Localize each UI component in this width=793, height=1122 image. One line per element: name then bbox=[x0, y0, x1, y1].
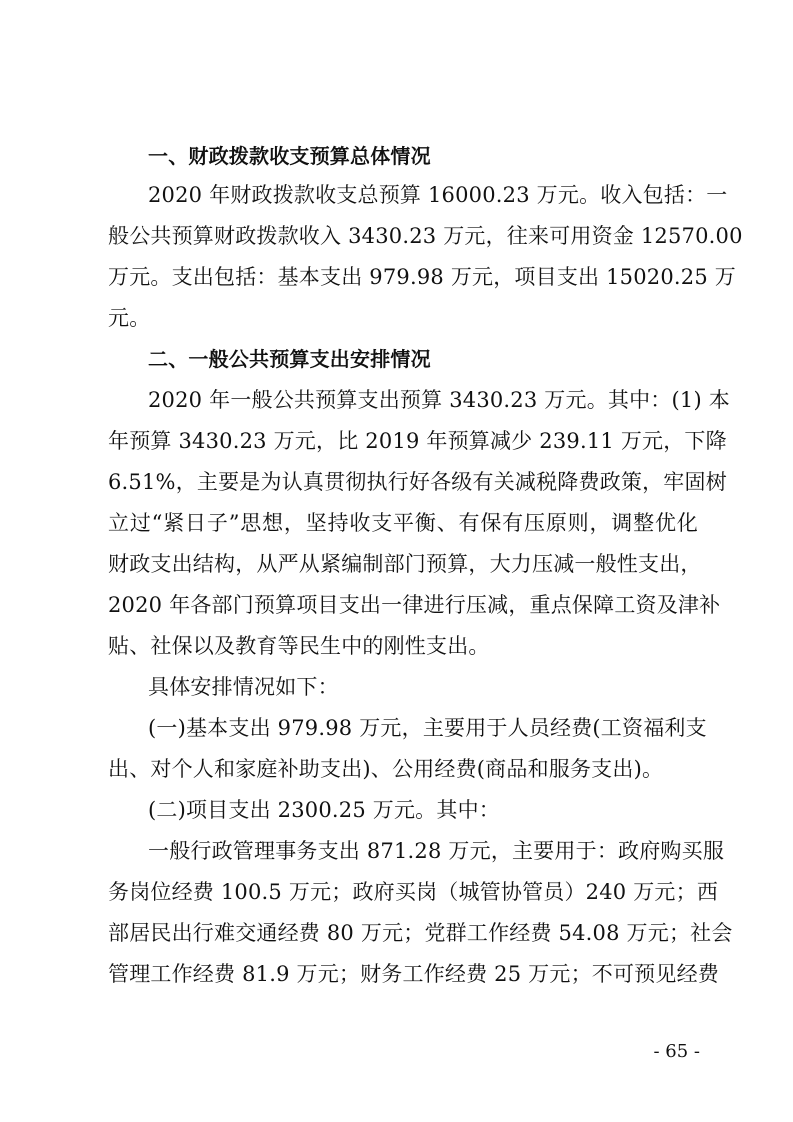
paragraph-line: 具体安排情况如下： bbox=[148, 675, 339, 699]
paragraph-line: 管理工作经费 81.9 万元；财务工作经费 25 万元；不可预见经费 bbox=[108, 962, 719, 986]
paragraph-line: 出、对个人和家庭补助支出)、公用经费(商品和服务支出)。 bbox=[108, 757, 664, 781]
paragraph-line: 财政支出结构，从严从紧编制部门预算，大力压减一般性支出， bbox=[108, 552, 702, 576]
paragraph-line: 2020 年一般公共预算支出预算 3430.23 万元。其中：(1) 本 bbox=[148, 388, 730, 412]
paragraph-line: 2020 年财政拨款收支总预算 16000.23 万元。收入包括：一 bbox=[148, 183, 728, 207]
paragraph-line: 2020 年各部门预算项目支出一律进行压减，重点保障工资及津补 bbox=[108, 593, 721, 617]
paragraph-line: 般公共预算财政拨款收入 3430.23 万元，往来可用资金 12570.00 bbox=[108, 224, 743, 248]
paragraph-line: 部居民出行难交通经费 80 万元；党群工作经费 54.08 万元；社会 bbox=[108, 921, 733, 945]
paragraph-line: 年预算 3430.23 万元，比 2019 年预算减少 239.11 万元，下降 bbox=[108, 429, 727, 453]
paragraph-line: (一)基本支出 979.98 万元，主要用于人员经费(工资福利支 bbox=[148, 716, 707, 740]
section-heading-2: 二、一般公共预算支出安排情况 bbox=[148, 347, 431, 371]
page-number: - 65 - bbox=[653, 1041, 700, 1062]
paragraph-line: 贴、社保以及教育等民生中的刚性支出。 bbox=[108, 634, 490, 658]
paragraph-line: 元。 bbox=[108, 306, 151, 330]
section-heading-1: 一、财政拨款收支预算总体情况 bbox=[148, 144, 431, 168]
paragraph-line: 立过“紧日子”思想，坚持收支平衡、有保有压原则，调整优化 bbox=[108, 511, 698, 535]
paragraph-line: 一般行政管理事务支出 871.28 万元，主要用于：政府购买服 bbox=[148, 839, 725, 863]
paragraph-line: 万元。支出包括：基本支出 979.98 万元，项目支出 15020.25 万 bbox=[108, 265, 736, 289]
paragraph-line: 6.51%，主要是为认真贯彻执行好各级有关减税降费政策，牢固树 bbox=[108, 470, 727, 494]
paragraph-line: (二)项目支出 2300.25 万元。其中： bbox=[148, 798, 500, 822]
paragraph-line: 务岗位经费 100.5 万元；政府买岗（城管协管员）240 万元；西 bbox=[108, 880, 719, 904]
